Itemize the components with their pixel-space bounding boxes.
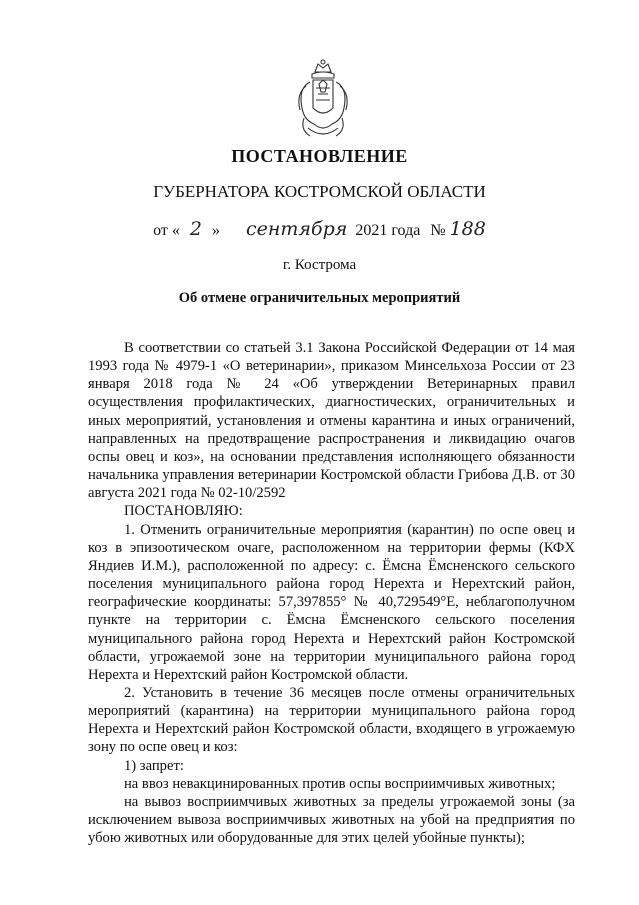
- preamble-line: от 14 мая 1993 года № 4979-1 «О ветеринарии», приказом Минсельхоза: [88, 340, 575, 375]
- preamble-line: ограничительных и иных мероприятий, установления и отмены карантина: [88, 394, 575, 429]
- preamble-line: исполняющего обязанности начальника управления ветеринарии: [88, 448, 575, 484]
- preamble-line: правил осуществления профилактических, диагностических,: [88, 376, 576, 411]
- date-line: [0, 218, 639, 240]
- document-body: [88, 339, 575, 847]
- item-1-line: неблагополучном пункте на территории с. Ёмсна Ёмсненского сельского: [88, 594, 576, 629]
- item-1-line: сельского поселения муниципального района город Нерехта и Нерехтский: [88, 557, 575, 593]
- ban-export-line: предприятия по убою животных или оборудованные для этих целей: [88, 812, 575, 847]
- item-2-paragraph: [88, 684, 575, 757]
- item-1-line: район, географические координаты: 57,397855° № 40,729549°E,: [88, 576, 575, 611]
- preamble-paragraph: [88, 339, 575, 502]
- date-month-handwritten: сентября: [246, 218, 348, 240]
- item-1-paragraph: [88, 521, 575, 684]
- decree-word: ПОСТАНОВЛЯЮ:: [124, 503, 243, 520]
- document-issuer: ГУБЕРНАТОРА КОСТРОМСКОЙ ОБЛАСТИ: [153, 182, 486, 201]
- preamble-line: и иных ограничений, направленных на предотвращение распространения и: [88, 412, 575, 447]
- item-2-line: угрожаемую зону по оспе овец и коз:: [88, 721, 575, 756]
- ban-import-line: на ввоз невакцинированных против оспы восприимчивых животных;: [124, 775, 556, 792]
- date-day-handwritten: 2: [189, 218, 203, 240]
- date-year: 2021 года: [355, 222, 421, 239]
- document-number-handwritten: 188: [449, 218, 486, 240]
- document-heading: Об отмене ограничительных мероприятий: [178, 290, 461, 306]
- date-prefix: от «: [153, 222, 180, 239]
- item-1-line: 1. Отменить ограничительные мероприятия (карантин) по оспе овец: [124, 521, 562, 538]
- number-prefix: №: [430, 222, 446, 239]
- document-title: ПОСТАНОВЛЕНИЕ: [231, 146, 408, 166]
- item-1-line: (КФХ Яндиев И.М.), расположенной по адресу: с. Ёмсна Ёмсненского: [88, 539, 575, 574]
- preamble-line: России от 23 января 2018 года № 24 «Об утверждении Ветеринарных: [88, 358, 575, 393]
- item-1-line: и коз в эпизоотическом очаге, расположенном на территории фермы: [88, 521, 575, 556]
- date-close: »: [212, 222, 221, 239]
- preamble-line: ликвидацию очагов оспы овец и коз», на основании представления: [88, 430, 575, 465]
- ban-export-line: на вывоз восприимчивых животных за пределы угрожаемой зоны: [124, 793, 552, 810]
- ban-export-line: убойные пункты);: [412, 830, 525, 847]
- subitem-1: 1) запрет:: [124, 757, 184, 774]
- document-city: г. Кострома: [282, 257, 357, 273]
- ban-export-line: (за исключением вывоза восприимчивых животных на убой на: [88, 793, 575, 829]
- preamble-line: В соответствии со статьей 3.1 Закона Российской Федерации: [124, 340, 511, 356]
- preamble-line: Костромской области Грибова Д.В. от 30 августа 2021 года № 02-10/2592: [88, 467, 575, 502]
- ban-export-paragraph: [88, 793, 575, 847]
- item-2-line: 2. Установить в течение 36 месяцев после отмены ограничительных: [124, 684, 575, 701]
- item-1-line: поселения муниципального района город Нерехта и Нерехтский район: [88, 612, 575, 647]
- item-2-line: Нерехта и Нерехтский район Костромской области, входящего в: [88, 721, 493, 738]
- coat-of-arms-emblem: [288, 58, 358, 142]
- item-1-line: Костромской области, угрожаемой зоне на территории муниципального: [88, 630, 575, 665]
- item-1-line: района город Нерехта и Нерехтский район Костромской области.: [88, 648, 575, 683]
- item-2-line: мероприятий (карантина) на территории муниципального района город: [88, 703, 575, 720]
